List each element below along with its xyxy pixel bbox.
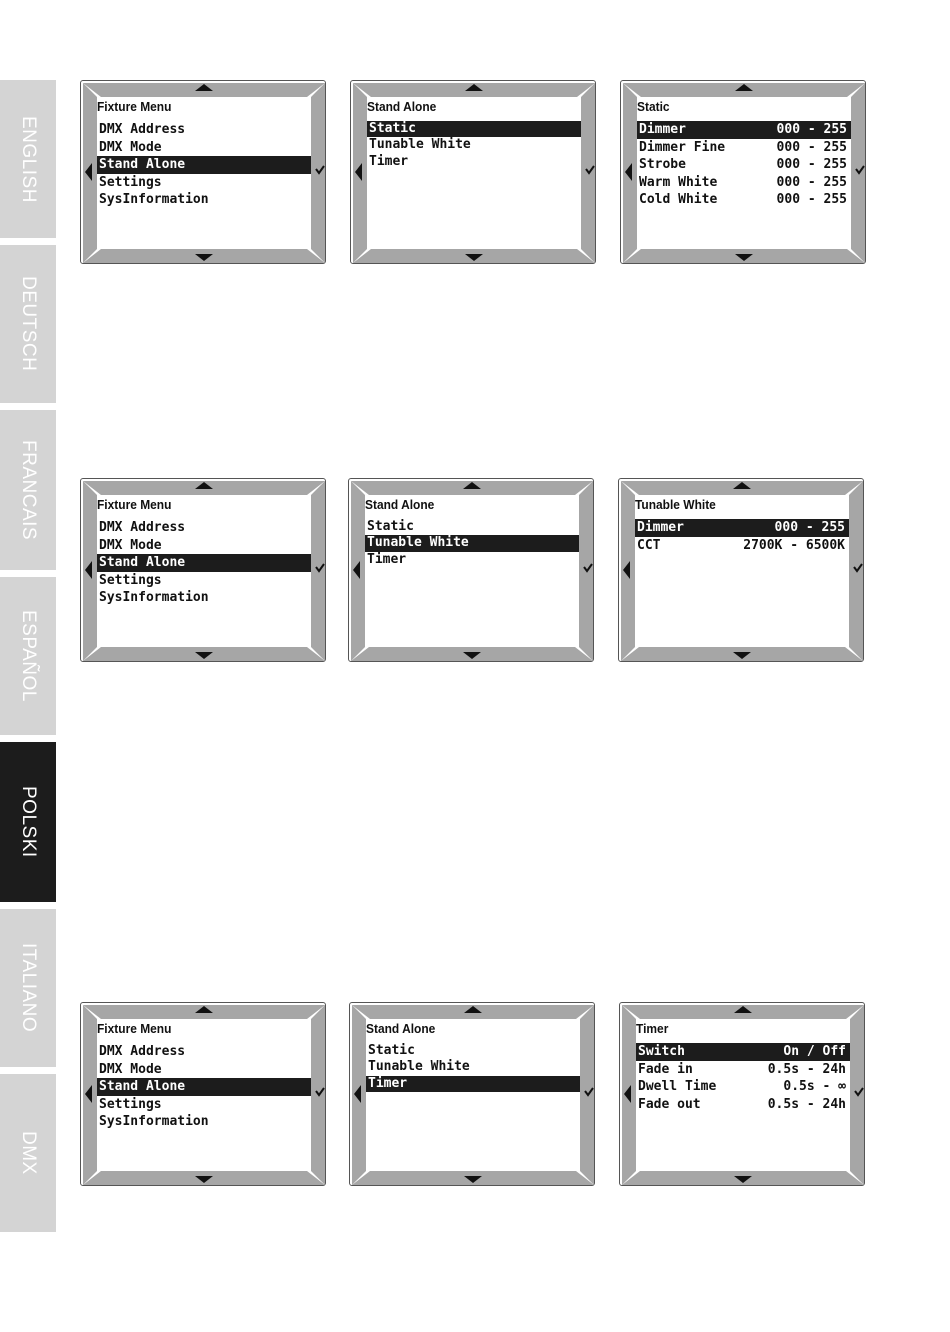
menu-item-value: On / Off bbox=[783, 1044, 846, 1059]
screen-title: Stand Alone bbox=[366, 1021, 436, 1036]
screen-fixture-menu bbox=[80, 1002, 326, 1186]
menu-item-label: Static bbox=[367, 519, 414, 534]
menu-item-label: Static bbox=[368, 1043, 415, 1058]
menu-item[interactable] bbox=[366, 1043, 580, 1059]
menu-item[interactable] bbox=[97, 121, 311, 139]
menu-item-label: DMX Mode bbox=[99, 537, 162, 553]
menu-item-value: 0.5s - 24h bbox=[767, 1061, 846, 1077]
lang-tab-italiano[interactable] bbox=[0, 909, 56, 1067]
screen-title: Static bbox=[637, 99, 670, 114]
menu-item-label: Dimmer bbox=[637, 520, 684, 535]
menu-item-value: 000 - 255 bbox=[776, 139, 847, 155]
lang-tab-espanol[interactable] bbox=[0, 577, 56, 735]
lcd-screen bbox=[97, 495, 311, 647]
menu-item-label: Settings bbox=[99, 572, 162, 588]
menu-item[interactable] bbox=[97, 519, 311, 537]
menu-item-label: DMX Mode bbox=[99, 1061, 162, 1077]
menu-item-value: 000 - 255 bbox=[776, 122, 847, 137]
menu-item-label: DMX Mode bbox=[99, 139, 162, 155]
screen-title: Fixture Menu bbox=[97, 99, 172, 114]
lcd-screen bbox=[636, 1019, 850, 1171]
screen-tunable-white bbox=[618, 478, 864, 662]
screen-title: Stand Alone bbox=[365, 497, 435, 512]
menu-item[interactable] bbox=[97, 554, 311, 572]
lang-tab-deutsch[interactable] bbox=[0, 245, 56, 403]
lang-tab-label: ENGLISH bbox=[18, 115, 39, 203]
lcd-screen bbox=[97, 1019, 311, 1171]
menu-item-label: SysInformation bbox=[99, 192, 209, 208]
menu-item[interactable] bbox=[97, 1043, 311, 1061]
menu-item-label: Tunable White bbox=[368, 1059, 470, 1075]
screen-static bbox=[620, 80, 866, 264]
menu-item-value: 000 - 255 bbox=[776, 174, 847, 190]
menu-item-value: 0.5s - 24h bbox=[767, 1096, 846, 1112]
menu-item-label: Settings bbox=[99, 174, 162, 190]
screen-title: Fixture Menu bbox=[97, 1021, 172, 1036]
menu-item-value: 0.5s - ∞ bbox=[783, 1079, 846, 1095]
menu-item-label: Timer bbox=[367, 551, 407, 567]
screen-fixture-menu bbox=[80, 80, 326, 264]
lang-tab-label: FRANCAIS bbox=[18, 439, 39, 541]
menu-list bbox=[635, 519, 849, 554]
lang-tab-label: POLSKI bbox=[18, 786, 39, 858]
lcd-screen bbox=[635, 495, 849, 647]
menu-list bbox=[97, 1043, 311, 1131]
menu-item[interactable] bbox=[365, 519, 579, 535]
menu-item[interactable] bbox=[97, 572, 311, 590]
screen-title: Stand Alone bbox=[367, 99, 437, 114]
menu-list bbox=[636, 1043, 850, 1113]
menu-item-label: Tunable White bbox=[369, 137, 471, 153]
menu-list bbox=[366, 1043, 580, 1092]
menu-item-label: Switch bbox=[638, 1044, 685, 1059]
menu-list bbox=[367, 121, 581, 170]
lang-tab-english[interactable] bbox=[0, 80, 56, 238]
lcd-screen bbox=[637, 97, 851, 249]
menu-item-label: Dimmer bbox=[639, 122, 686, 137]
menu-item[interactable] bbox=[635, 519, 849, 537]
lang-tab-francais[interactable] bbox=[0, 410, 56, 570]
menu-item[interactable] bbox=[367, 154, 581, 170]
lang-tab-dmx[interactable] bbox=[0, 1074, 56, 1232]
menu-item-label: Dimmer Fine bbox=[639, 139, 726, 155]
lang-tab-polski[interactable] bbox=[0, 742, 56, 902]
screen-title: Fixture Menu bbox=[97, 497, 172, 512]
menu-item-value: 000 - 255 bbox=[774, 520, 845, 535]
menu-item[interactable] bbox=[636, 1043, 850, 1061]
menu-item-label: Dwell Time bbox=[638, 1079, 717, 1095]
screen-stand-alone bbox=[348, 478, 594, 662]
menu-item[interactable] bbox=[637, 121, 851, 139]
menu-item-value: 000 - 255 bbox=[776, 157, 847, 173]
menu-item-label: Cold White bbox=[639, 192, 718, 208]
menu-item[interactable] bbox=[97, 1113, 311, 1131]
menu-item[interactable] bbox=[97, 1078, 311, 1096]
menu-list bbox=[97, 121, 311, 209]
lang-tab-label: ESPAÑOL bbox=[18, 610, 39, 702]
menu-item[interactable] bbox=[97, 1061, 311, 1079]
screen-stand-alone bbox=[349, 1002, 595, 1186]
menu-item-label: Timer bbox=[369, 153, 409, 169]
menu-item-label: Fade out bbox=[638, 1096, 701, 1112]
lang-tab-label: ITALIANO bbox=[18, 943, 39, 1033]
menu-item[interactable] bbox=[636, 1078, 850, 1096]
menu-item-label: Stand Alone bbox=[99, 157, 186, 173]
menu-item[interactable] bbox=[637, 174, 851, 192]
menu-list bbox=[365, 519, 579, 568]
menu-item[interactable] bbox=[97, 139, 311, 157]
menu-item[interactable] bbox=[97, 537, 311, 555]
screen-timer bbox=[619, 1002, 865, 1186]
lang-tab-label: DMX bbox=[18, 1131, 39, 1175]
menu-item[interactable] bbox=[365, 535, 579, 551]
menu-item-value: 000 - 255 bbox=[776, 192, 847, 208]
menu-item[interactable] bbox=[97, 191, 311, 209]
menu-item-value: 2700K - 6500K bbox=[743, 537, 845, 553]
menu-item[interactable] bbox=[636, 1096, 850, 1114]
menu-item-label: Tunable White bbox=[367, 535, 469, 551]
menu-item[interactable] bbox=[97, 589, 311, 607]
menu-item-label: CCT bbox=[637, 537, 661, 553]
menu-item[interactable] bbox=[635, 537, 849, 555]
lcd-screen bbox=[97, 97, 311, 249]
menu-item[interactable] bbox=[637, 156, 851, 174]
menu-item[interactable] bbox=[367, 137, 581, 153]
menu-item[interactable] bbox=[97, 174, 311, 192]
lcd-screen bbox=[365, 495, 579, 647]
menu-item-label: SysInformation bbox=[99, 590, 209, 606]
lang-tab-label: DEUTSCH bbox=[18, 276, 39, 372]
menu-list bbox=[637, 121, 851, 209]
screen-stand-alone bbox=[350, 80, 596, 264]
menu-item[interactable] bbox=[97, 156, 311, 174]
screen-fixture-menu bbox=[80, 478, 326, 662]
menu-item[interactable] bbox=[637, 191, 851, 209]
menu-item[interactable] bbox=[637, 139, 851, 157]
lcd-screen bbox=[367, 97, 581, 249]
menu-item-label: DMX Address bbox=[99, 122, 186, 137]
menu-item-label: Stand Alone bbox=[99, 555, 186, 571]
menu-item-label: Fade in bbox=[638, 1061, 693, 1077]
menu-item-label: Static bbox=[369, 121, 416, 136]
screen-title: Tunable White bbox=[635, 497, 716, 512]
menu-item[interactable] bbox=[367, 121, 581, 137]
menu-item[interactable] bbox=[365, 552, 579, 568]
menu-item[interactable] bbox=[636, 1061, 850, 1079]
menu-item-label: Stand Alone bbox=[99, 1079, 186, 1095]
menu-item-label: Warm White bbox=[639, 174, 718, 190]
menu-item-label: SysInformation bbox=[99, 1114, 209, 1130]
menu-item[interactable] bbox=[366, 1059, 580, 1075]
screen-title: Timer bbox=[636, 1021, 669, 1036]
menu-item-label: Settings bbox=[99, 1096, 162, 1112]
menu-item[interactable] bbox=[97, 1096, 311, 1114]
menu-item-label: DMX Address bbox=[99, 520, 186, 535]
menu-item-label: DMX Address bbox=[99, 1044, 186, 1059]
lcd-screen bbox=[366, 1019, 580, 1171]
menu-item-label: Strobe bbox=[639, 157, 686, 173]
menu-item[interactable] bbox=[366, 1076, 580, 1092]
menu-list bbox=[97, 519, 311, 607]
menu-item-label: Timer bbox=[368, 1075, 408, 1091]
